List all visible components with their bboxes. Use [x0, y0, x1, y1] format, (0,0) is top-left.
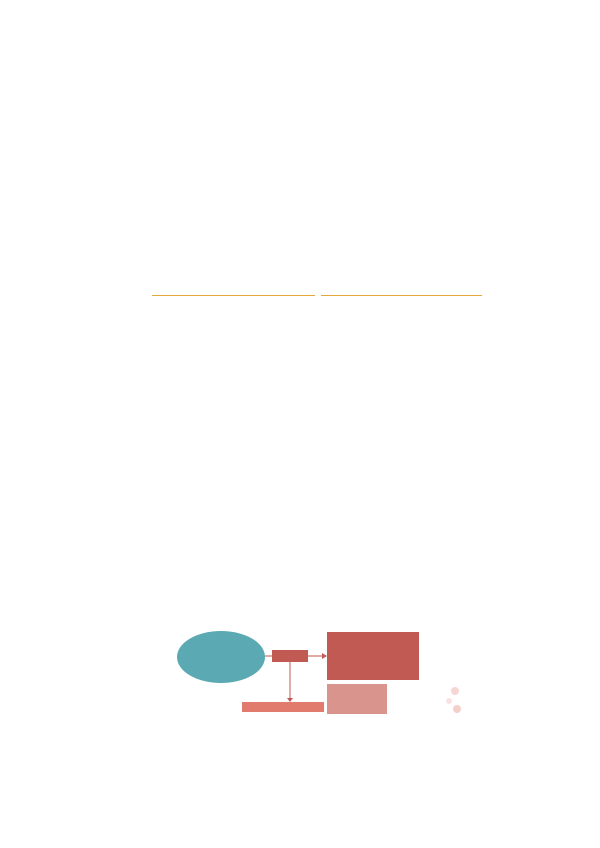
decorative-dots [443, 685, 463, 715]
decor-dot [451, 687, 459, 695]
evidence-codes [389, 684, 403, 714]
step-intervenir [304, 253, 386, 285]
ebe-oval [177, 631, 265, 683]
evidence-sources-box [327, 684, 387, 714]
vs-box [272, 650, 308, 662]
context-label-text [315, 290, 321, 300]
step-disenar [228, 253, 310, 285]
context-label [148, 290, 488, 301]
study-object-process-diagram [148, 250, 488, 308]
decor-dot [453, 705, 461, 713]
intuition-box [242, 702, 324, 712]
step-procesos-ea [388, 250, 480, 288]
evidence-diagram [160, 625, 460, 715]
decor-dot [446, 698, 452, 704]
traditional-sources-box [327, 632, 419, 680]
step-comprender [152, 253, 234, 285]
